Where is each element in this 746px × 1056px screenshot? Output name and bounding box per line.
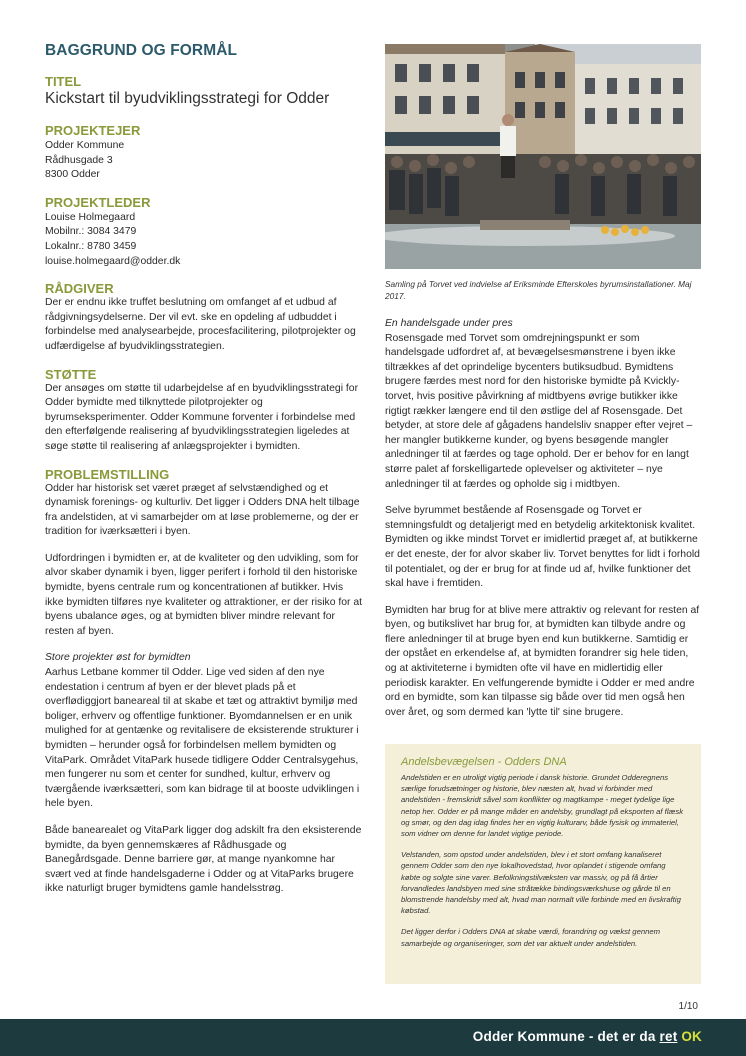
handelsgade-p3: Bymidten har brug for at blive mere attraktiv og relevant for resten af byen, og butikslivet har brug for, at bymidten kan tilbyde andre og flere anledninger til at bruge byen end kun butikkerne. Samtidig er der opstået en erkendelse af, at bymidten forandrer sig hele tiden, og at aktiviteterne i bymidten ofte vil have en midlertidig eller periodisk karakter. En velfungerende bymidte i Odder er med andre ord en bymidte, som kan tilpasse sig både over tid men også hen over året, og som dermed kan 'lytte til' sine brugere.: [385, 604, 700, 718]
problemstilling-label: PROBLEMSTILLING: [45, 466, 170, 482]
footer-ret: ret: [659, 1029, 678, 1044]
left-column: [45, 42, 363, 909]
project-title: Kickstart til byudviklingsstrategi for Odder: [45, 90, 330, 107]
town-square-photo: [385, 44, 701, 269]
footer-bar: [0, 1019, 746, 1056]
box-p1: Andelstiden er en utroligt vigtig periode i dansk historie. Grundet Odderegnens særlige forudsætninger og historie, blev næsten alt, hvad vi forbinder med andelstiden - fremskridt såvel som konflikter og magtkampe - meget tydelige lige netop her. Odder er på mange måder en andelsby, grundlagt på eksporten af flæsk og smør, og den dag idag findes her en vigtig kulturarv, både fysisk og immateriel, som vidner om denne for landet vigtige periode.: [401, 773, 684, 839]
stoette-label: STØTTE: [45, 366, 97, 382]
raadgiver-label: RÅDGIVER: [45, 281, 114, 297]
photo-caption: Samling på Torvet ved indvielse af Eriksminde Efterskoles byrumsinstallationer. Maj 2017.: [385, 279, 692, 301]
projektleder-email[interactable]: louise.holmegaard@odder.dk: [45, 255, 181, 267]
right-column: [385, 44, 701, 732]
projektleder-mobile: Mobilnr.: 3084 3479: [45, 226, 137, 238]
store-projekter-p2: Både banearealet og VitaPark ligger dog adskilt fra den eksisterende bymidte, da byen gennemskæres af Rådhusgade og Banegårdsgade. Denne barriere gør, at mange nyankomne har svært ved at finde handelsgaderne i Odder og at VitaParks brugere ikke naturligt bruger bymidtens gamle handelsstrøg.: [45, 824, 362, 895]
footer-ok: OK: [681, 1029, 702, 1044]
store-projekter-p1: Aarhus Letbane kommer til Odder. Lige ved siden af den nye endestation i centrum af byen er der blevet plads på et overflødiggjort baneareal til at skabe et tæt og attraktivt bymiljø med boliger, erhverv og offentlige funktioner. Byomdannelsen er en unik mulighed for at gentænke og revitalisere de eksisterende strukturer i bymidten – herunder også for forbindelsen mellem bymidten og VitaPark. Området VitaPark husede tidligere Odder Centralsygehus, men fungerer nu som et center for sundhed, kultur, erhverv og tværgående iværksætteri, som kan bidrage til at booste udviklingen i hele byen.: [45, 667, 360, 810]
problemstilling-p2: Udfordringen i bymidten er, at de kvaliteter og den udvikling, som for alvor skaber dynamik i byen, ligger perifert i forhold til den historiske bymidte, byens centrale rum og koncentrationen af butikker. Hvis ikke bymidten tilføres nye kvaliteter og attraktioner, er der risiko for at byens ubalance øges, og at bymidten bliver mindre relevant for resten af byen.: [45, 552, 363, 637]
store-projekter-subhead: Store projekter øst for bymidten: [45, 652, 191, 664]
projektejer-line: Rådhusgade 3: [45, 154, 113, 166]
projektleder-label: PROJEKTLEDER: [45, 194, 151, 210]
titel-label: TITEL: [45, 74, 82, 89]
town-square-illustration: [385, 44, 701, 269]
box-p3: Det ligger derfor i Odders DNA at skabe værdi, forandring og vækst gennem samarbejde og organiseringer, som det var aktuelt under andelstiden.: [401, 927, 661, 948]
raadgiver-text: Der er endnu ikke truffet beslutning om omfanget af et udbud af rådgivningsydelserne. Der vil evt. ske en opdeling af udbuddet i forbindelse med analysearbejde, procesfacilitering, pilotprojekter og udfærdigelse af byudviklingsstrategien.: [45, 297, 356, 352]
box-p2: Velstanden, som opstod under andelstiden, blev i et stort omfang kanaliseret gennem Odder som den nye lokalhovedstad, hvor oplandet i stigende omfang købte og solgte sine varer. Befolkningstilvæksten var massiv, og på få årtier forvandledes landsbyen med sine stråtække bindingsværkshuse og gårde til en blomstrende handelsby med alt, hvad man normalt ville forbinde med en livskraftig købstad.: [401, 850, 681, 916]
projektejer-line: 8300 Odder: [45, 169, 100, 181]
handelsgade-p2: Selve byrummet bestående af Rosensgade og Torvet er stemningsfuldt og detaljerigt med en betydelig arkitektonisk kvalitet. Bymidten og ikke mindst Torvet er imidlertid præget af, at butikkerne er det eneste, der for alvor skaber liv. Torvet benyttes for lidt i forhold til potentialet, og der er brug for at finde ud af, hvilke funktioner det skal have i fremtiden.: [385, 505, 700, 590]
page-heading: BAGGRUND OG FORMÅL: [45, 42, 238, 59]
projektejer-line: Odder Kommune: [45, 140, 125, 151]
projektleder-contact: [45, 211, 363, 269]
projektejer-label: PROJEKTEJER: [45, 123, 141, 138]
projektleder-local: Lokalnr.: 8780 3459: [45, 240, 137, 252]
page-number: 1/10: [678, 1001, 698, 1012]
footer-prefix: Odder Kommune - det er da: [472, 1029, 660, 1044]
box-title: Andelsbevægelsen - Odders DNA: [401, 756, 567, 768]
handelsgade-subhead: En handelsgade under pres: [385, 318, 513, 329]
projektleder-name: Louise Holmegaard: [45, 211, 136, 223]
projektejer-address: [45, 139, 363, 183]
footer-slogan: [473, 1029, 702, 1044]
andelsbevaegelsen-box: [385, 744, 701, 984]
problemstilling-p1: Odder har historisk set været præget af selvstændighed og et dynamisk forenings- og kulturliv. Det ligger i Odders DNA helt tilbage fra andelstiden, at vi samarbejder om at løse problemerne, og der er tradition for iværksætteri i byen.: [45, 482, 360, 538]
handelsgade-p1: Rosensgade med Torvet som omdrejningspunkt er som handelsgade udfordret af, at bevægelsesmønstrene i byen ikke tiltrækkes af det oprindelige bycenters butiksudbud. Bymidtens brugere færdes mest nord for den historiske bymidte på Kvickly-torvet, hvis positive påvirkning af midtbyens øvrige butikker ikke rigtigt rækker længere end til den østlige del af Rosensgade. Det betyder, at store dele af gågadens handelsliv snapper efter vejret – her mangler butikkerne kunder, og byens besøgende mangler anledninger til at færdes og tage ophold. Der er behov for en langt større palet af forskelligartede oplevelser og aktiviteter – nye anledninger til at færdes og opholde sig i midtbyen.: [385, 332, 693, 490]
stoette-text: Der ansøges om støtte til udarbejdelse af en byudviklingsstrategi for Odder bymidte med tilknyttede pilotprojekter og byrumseksperimenter. Odder Kommune forventer i forbindelse med den efterfølgende realisering af byudviklingsstrategien ligeledes at søge støtte til realisering af anlægsprojekter i bymidten.: [45, 382, 359, 452]
